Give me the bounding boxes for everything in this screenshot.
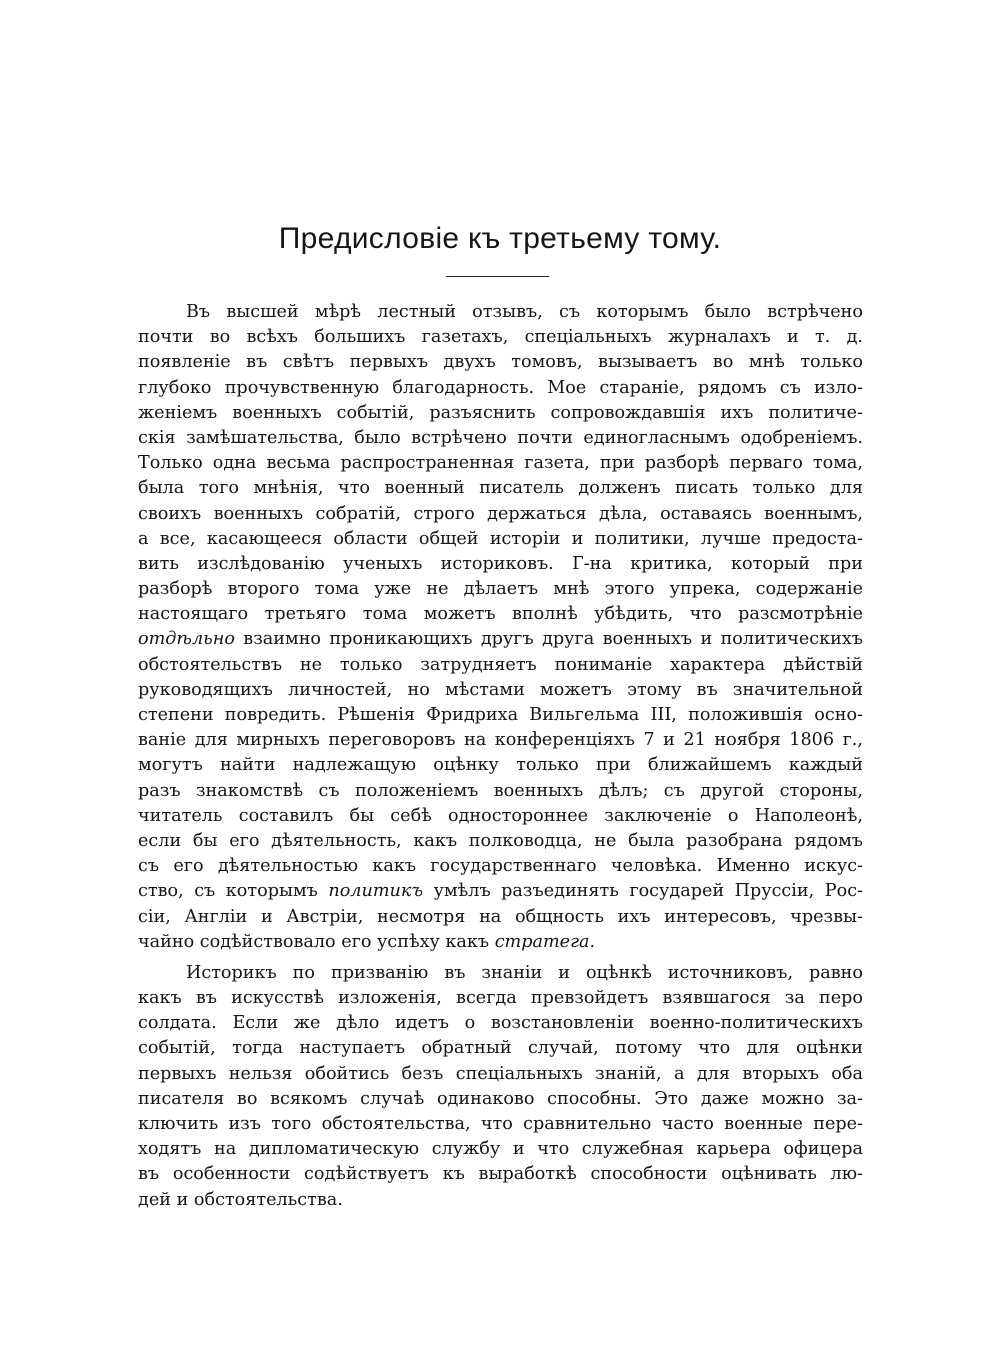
text-line: ключить изъ того обстоятельства, что сравнительно часто военные пере- <box>138 1114 863 1134</box>
text-line: если бы его дѣятельность, какъ полководца, не была разобрана рядомъ <box>138 830 863 851</box>
text-line: писателя во всякомъ случаѣ одинаково способны. Это даже можно за- <box>138 1088 863 1109</box>
text-line: почти во всѣхъ большихъ газетахъ, спеціальныхъ журналахъ и т. д. <box>138 327 863 348</box>
text-line: чайно содѣйствовало его успѣху какъ стратега. <box>138 931 596 952</box>
text-line: могутъ найти надлежащую оцѣнку только при ближайшемъ каждый <box>138 755 863 776</box>
text-line: степени повредить. Рѣшенія Фридриха Вильгельма III, положившія осно- <box>138 705 863 725</box>
text-line: настоящаго третьяго тома можетъ вполнѣ убѣдить, что разсмотрѣніе <box>138 604 863 625</box>
text-line: сіи, Англіи и Австріи, несмотря на общность ихъ интересовъ, чрезвы- <box>138 906 863 927</box>
text-line: женіемъ военныхъ событій, разъяснить сопровождавшія ихъ политиче- <box>138 402 863 423</box>
text-line: дей и обстоятельства. <box>138 1189 343 1210</box>
text-line: солдата. Если же дѣло идетъ о возстановленіи военно-политическихъ <box>138 1013 863 1034</box>
page-title: Предисловіе къ третьему тому. <box>278 222 722 255</box>
text-line: разъ знакомствѣ съ положеніемъ военныхъ дѣлъ; съ другой стороны, <box>138 780 863 801</box>
text-line: ваніе для мирныхъ переговоровъ на конференціяхъ 7 и 21 ноября 1806 г., <box>138 730 863 751</box>
text-line: читатель составилъ бы себѣ одностороннее заключеніе о Наполеонѣ, <box>138 805 863 826</box>
emphasis: стратега <box>494 931 590 952</box>
text-line: Только одна весьма распространенная газета, при разборѣ перваго тома, <box>138 453 863 474</box>
text-line: а все, касающееся области общей исторіи и политики, лучше предоста- <box>138 528 863 549</box>
text-line: въ особенности содѣйствуетъ къ выработкѣ способности оцѣнивать лю- <box>138 1164 863 1185</box>
text-line: вить изслѣдованію ученыхъ историковъ. Г-на критика, который при <box>138 553 863 574</box>
emphasis: политикъ <box>328 881 424 902</box>
body-text <box>138 300 863 1213</box>
text-line: ходятъ на дипломатическую службу и что служебная карьера офицера <box>138 1139 863 1160</box>
text-line: съ его дѣятельностью какъ государственнаго человѣка. Именно искус- <box>138 856 863 877</box>
text-line: отдѣльно взаимно проникающихъ другъ друга военныхъ и политическихъ <box>138 629 863 650</box>
text-line: ство, съ которымъ политикъ умѣлъ разъединять государей Пруссіи, Рос- <box>138 881 863 902</box>
emphasis: отдѣльно <box>138 629 235 650</box>
text-line: первыхъ нельзя обойтись безъ спеціальныхъ знаній, а для вторыхъ оба <box>138 1063 863 1084</box>
text-line: глубоко прочувственную благодарность. Мое стараніе, рядомъ съ изло- <box>138 377 863 398</box>
text-line: какъ въ искусствѣ изложенія, всегда превзойдетъ взявшагося за перо <box>138 988 863 1009</box>
text-line: событій, тогда наступаетъ обратный случай, потому что для оцѣнки <box>138 1038 863 1059</box>
text-line: появленіе въ свѣтъ первыхъ двухъ томовъ, вызываетъ во мнѣ только <box>138 352 863 373</box>
text-line: Въ высшей мѣрѣ лестный отзывъ, съ которымъ было встрѣчено <box>186 302 863 322</box>
text-line: скія замѣшательства, было встрѣчено почти единогласнымъ одобреніемъ. <box>138 427 863 448</box>
text-line: обстоятельствъ не только затрудняетъ пониманіе характера дѣйствій <box>138 654 863 675</box>
text-line: была того мнѣнія, что военный писатель долженъ писать только для <box>138 478 863 499</box>
title-rule <box>446 276 549 277</box>
text-line: руководящихъ личностей, но мѣстами можетъ этому въ значительной <box>138 679 863 700</box>
text-line: Историкъ по призванію въ знаніи и оцѣнкѣ источниковъ, равно <box>186 962 863 983</box>
text-line: разборѣ второго тома уже не дѣлаетъ мнѣ этого упрека, содержаніе <box>138 579 863 600</box>
text-line: своихъ военныхъ собратій, строго держаться дѣла, оставаясь военнымъ, <box>138 503 863 524</box>
